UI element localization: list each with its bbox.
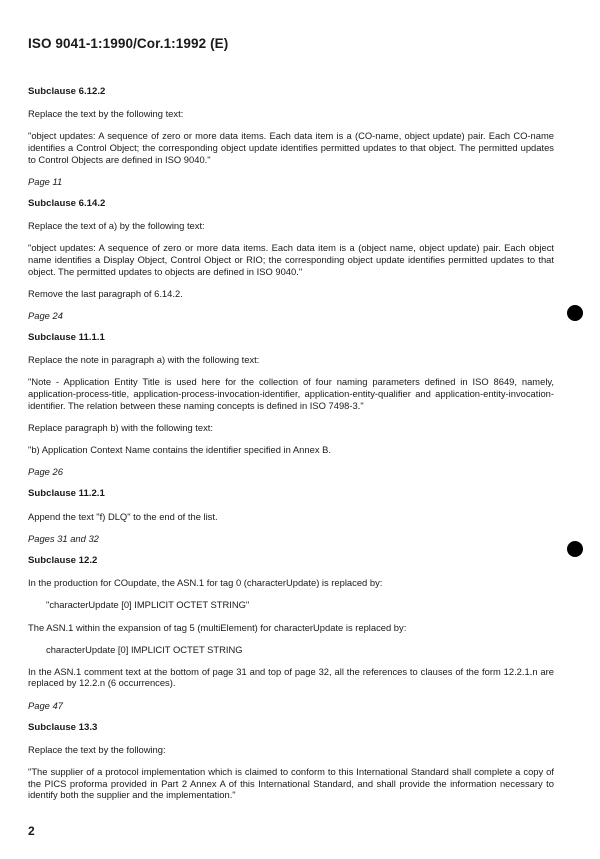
spacer (28, 232, 554, 243)
page-reference: Page 26 (28, 466, 63, 478)
spacer (28, 500, 554, 511)
spacer (28, 711, 554, 722)
spacer (28, 756, 554, 767)
change-marker-dot (567, 305, 583, 321)
document-body (28, 86, 554, 801)
spacer (28, 433, 554, 444)
subclause-heading: Subclause 12.2 (28, 554, 98, 566)
code-line: "characterUpdate [0] IMPLICIT OCTET STRING" (46, 599, 250, 611)
page-number: 2 (28, 824, 35, 838)
spacer (28, 544, 554, 555)
instruction-text: Replace the text by the following text: (28, 108, 184, 120)
spacer (28, 611, 554, 622)
code-line: characterUpdate [0] IMPLICIT OCTET STRING (46, 643, 243, 655)
spacer (28, 210, 554, 221)
subclause-heading: Subclause 11.1.1 (28, 332, 105, 344)
spacer (28, 98, 554, 109)
instruction-text: Replace the text of a) by the following text: (28, 220, 205, 232)
subclause-heading: Subclause 6.14.2 (28, 197, 106, 209)
document-header: ISO 9041-1:1990/Cor.1:1992 (E) (28, 36, 229, 51)
replacement-text: "object updates: A sequence of zero or more data items. Each data item is a (CO-name, object update) pair. Each CO-name identifies a Control Object; the corresponding object update identifies permitted updates to that object. The permitted updates to Control Objects are defined in ISO 9040." (28, 130, 554, 165)
spacer (28, 299, 554, 310)
spacer (28, 321, 554, 332)
spacer (28, 344, 554, 355)
instruction-text: Replace the note in paragraph a) with the following text: (28, 354, 260, 366)
spacer (28, 366, 554, 377)
instruction-text: The ASN.1 within the expansion of tag 5 (multiElement) for characterUpdate is replaced by: (28, 621, 407, 633)
spacer (28, 567, 554, 578)
instruction-text: Replace paragraph b) with the following text: (28, 421, 214, 433)
spacer (28, 733, 554, 744)
subclause-heading: Subclause 6.12.2 (28, 86, 106, 97)
spacer (28, 165, 554, 176)
change-marker-dot (567, 541, 583, 557)
page-reference: Page 24 (28, 309, 63, 321)
spacer (28, 120, 554, 131)
replacement-text: "The supplier of a protocol implementation which is claimed to conform to this International Standard shall complete a copy of the PICS proforma provided in Part 2 Annex A of this International Standard, and shall provide the information necessary to identify both the supplier and the implementation." (28, 766, 554, 801)
spacer (28, 522, 554, 533)
instruction-text: Append the text "f) DLQ" to the end of the list. (28, 510, 218, 522)
subclause-heading: Subclause 11.2.1 (28, 488, 105, 500)
instruction-text: "b) Application Context Name contains the identifier specified in Annex B. (28, 444, 331, 455)
spacer (28, 277, 554, 288)
spacer (28, 689, 554, 700)
spacer (28, 655, 554, 666)
spacer (28, 478, 554, 489)
spacer (28, 633, 554, 644)
spacer (28, 589, 554, 600)
instruction-text: In the production for COupdate, the ASN.1 for tag 0 (characterUpdate) is replaced by: (28, 577, 383, 589)
subclause-heading: Subclause 13.3 (28, 721, 98, 733)
instruction-text: Remove the last paragraph of 6.14.2. (28, 287, 183, 299)
spacer (28, 456, 554, 467)
replacement-text: "Note - Application Entity Title is used here for the collection of four naming parameters defined in ISO 8649, namely, application-process-title, application-process-invocation-identifier, application-entity-qualifier and application-entity-invocation-identifier. The relation between these naming concepts is defined in ISO 7498-3." (28, 376, 554, 411)
page-reference: Page 47 (28, 699, 63, 711)
page-reference: Pages 31 and 32 (28, 532, 99, 544)
replacement-text: "object updates: A sequence of zero or more data items. Each data item is a (object name, object update) pair. Each object name identifies a Display Object, Control Object or RIO; the corresponding object update identifies permitted updates to that object. The permitted updates to objects are defined in ISO 9040." (28, 242, 554, 277)
page-reference: Page 11 (28, 175, 63, 187)
instruction-text: Replace the text by the following: (28, 744, 166, 756)
spacer (28, 411, 554, 422)
replacement-text: In the ASN.1 comment text at the bottom of page 31 and top of page 32, all the references to clauses of the form 12.2.1.n are replaced by 12.2.n (6 occurrences). (28, 665, 554, 689)
spacer (28, 187, 554, 198)
